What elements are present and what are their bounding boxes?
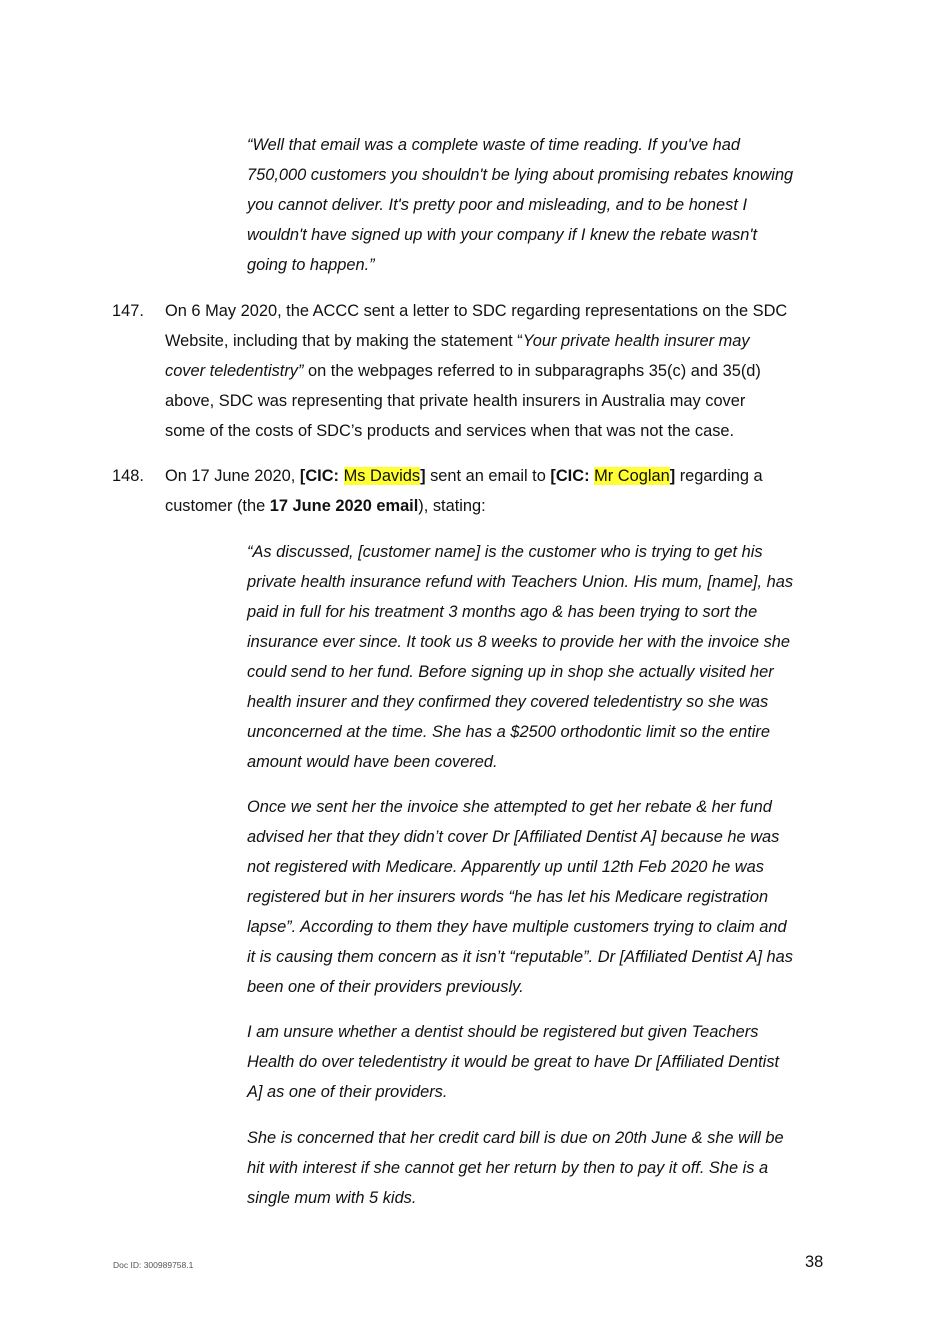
quote-line: paid in full for his treatment 3 months ago & has been trying to sort the bbox=[247, 603, 758, 621]
quote-line: “As discussed, [customer name] is the customer who is trying to get his bbox=[247, 543, 763, 561]
text-run: on the webpages referred to in subparagraphs 35(c) and 35(d) bbox=[303, 362, 761, 380]
quote-block-3 bbox=[247, 792, 837, 1002]
italic-run: Your private health insurer may bbox=[522, 332, 750, 350]
quote-line: advised her that they didn’t cover Dr [Affiliated Dentist A] because he was bbox=[247, 828, 780, 846]
quote-line: 750,000 customers you shouldn't be lying about promising rebates knowing bbox=[247, 166, 794, 184]
paragraph-line: above, SDC was representing that private health insurers in Australia may cover bbox=[165, 392, 746, 410]
paragraph-number: 147. bbox=[112, 302, 144, 320]
quote-block-1 bbox=[247, 130, 837, 280]
text-run: regarding a bbox=[675, 467, 763, 485]
quote-line: amount would have been covered. bbox=[247, 753, 498, 771]
quote-line: health insurer and they confirmed they covered teledentistry so she was bbox=[247, 693, 769, 711]
quote-line: single mum with 5 kids. bbox=[247, 1189, 417, 1207]
quote-line: Once we sent her the invoice she attempted to get her rebate & her fund bbox=[247, 798, 772, 816]
quote-line: you cannot deliver. It's pretty poor and misleading, and to be honest I bbox=[247, 196, 748, 214]
highlighted-name: Ms Davids bbox=[343, 467, 421, 485]
italic-run: cover teledentistry” bbox=[165, 362, 304, 380]
text-run: ), stating: bbox=[418, 497, 486, 515]
paragraph-body bbox=[165, 296, 787, 446]
quote-line: private health insurance refund with Teachers Union. His mum, [name], has bbox=[247, 573, 794, 591]
cic-marker: [CIC: bbox=[550, 467, 595, 485]
text-run: Website, including that by making the statement “ bbox=[165, 332, 523, 350]
defined-term: 17 June 2020 email bbox=[269, 497, 419, 515]
cic-marker-close: ] bbox=[420, 467, 426, 485]
quote-line: not registered with Medicare. Apparently up until 12th Feb 2020 he was bbox=[247, 858, 764, 876]
quote-block-2 bbox=[247, 537, 837, 777]
highlighted-name: Mr Coglan bbox=[594, 467, 670, 485]
paragraph-line bbox=[165, 326, 787, 356]
quote-block-4 bbox=[247, 1017, 837, 1107]
quote-line: going to happen.” bbox=[247, 256, 375, 274]
quote-line: insurance ever since. It took us 8 weeks to provide her with the invoice she bbox=[247, 633, 790, 651]
cic-marker-close: ] bbox=[669, 467, 676, 485]
quote-line: registered but in her insurers words “he has let his Medicare registration bbox=[247, 888, 769, 906]
paragraph-line bbox=[165, 356, 787, 386]
quote-line: She is concerned that her credit card bill is due on 20th June & she will be bbox=[247, 1129, 784, 1147]
quote-line: wouldn't have signed up with your company if I knew the rebate wasn't bbox=[247, 226, 758, 244]
text-run: sent an email to bbox=[425, 467, 551, 485]
page-number: 38 bbox=[805, 1253, 824, 1271]
document-id: Doc ID: 300989758.1 bbox=[113, 1260, 194, 1270]
paragraph-body bbox=[165, 461, 763, 521]
paragraph-line bbox=[165, 491, 763, 521]
quote-line: hit with interest if she cannot get her return by then to pay it off. She is a bbox=[247, 1159, 769, 1177]
quote-line: it is causing them concern as it isn’t “reputable”. Dr [Affiliated Dentist A] has bbox=[247, 948, 793, 966]
quote-line: A] as one of their providers. bbox=[247, 1083, 448, 1101]
paragraph-line: some of the costs of SDC’s products and services when that was not the case. bbox=[165, 422, 735, 440]
quote-line: lapse”. According to them they have multiple customers trying to claim and bbox=[247, 918, 787, 936]
quote-block-5 bbox=[247, 1123, 837, 1213]
quote-line: “Well that email was a complete waste of time reading. If you've had bbox=[247, 136, 740, 154]
text-run: customer (the bbox=[165, 497, 270, 515]
paragraph-number: 148. bbox=[112, 467, 144, 485]
paragraph-line bbox=[165, 461, 763, 491]
quote-line: been one of their providers previously. bbox=[247, 978, 524, 996]
quote-line: unconcerned at the time. She has a $2500 orthodontic limit so the entire bbox=[247, 723, 771, 741]
cic-marker: [CIC: bbox=[299, 467, 344, 485]
text-run: On 17 June 2020, bbox=[165, 467, 300, 485]
quote-line: I am unsure whether a dentist should be registered but given Teachers bbox=[247, 1023, 759, 1041]
paragraph-line: On 6 May 2020, the ACCC sent a letter to SDC regarding representations on the SDC bbox=[165, 302, 788, 320]
quote-line: Health do over teledentistry it would be great to have Dr [Affiliated Dentist bbox=[247, 1053, 780, 1071]
quote-line: could send to her fund. Before signing up in shop she actually visited her bbox=[247, 663, 774, 681]
